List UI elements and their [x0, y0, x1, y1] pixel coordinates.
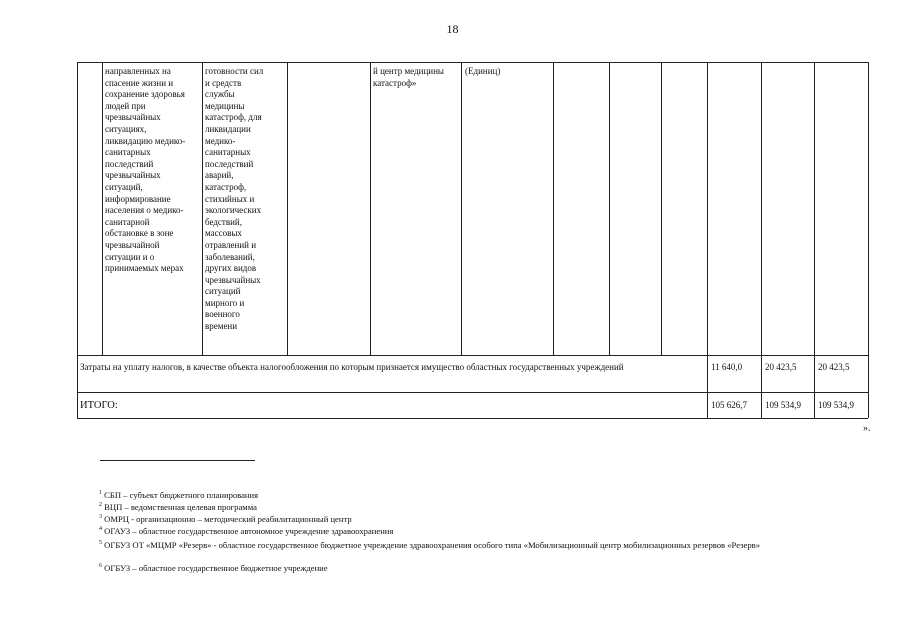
- cell-line: чрезвычайной: [105, 239, 160, 250]
- footnote-text: ОГБУЗ – областное государственное бюджетное учреждение: [104, 563, 328, 573]
- cell-line: других видов: [205, 263, 257, 274]
- cell-unit-text: [465, 66, 500, 78]
- cell-line: людей при: [105, 100, 146, 111]
- column-divider: [761, 62, 762, 418]
- cell-line: последствий: [205, 158, 254, 169]
- column-divider: [102, 62, 103, 355]
- footnote-number: 6: [99, 563, 102, 570]
- cell-line: направленных на: [105, 66, 171, 76]
- cell-line: мирного и: [205, 297, 245, 308]
- cell-line: катастроф»: [373, 77, 417, 88]
- cell-line: и средств: [205, 77, 242, 88]
- column-divider: [553, 62, 554, 355]
- cell-line: массовых: [205, 228, 242, 239]
- closing-quote-mark: ».: [863, 423, 871, 434]
- row-divider: [77, 355, 868, 356]
- page-number: 18: [446, 22, 459, 36]
- tax-row-value: 20 423,5: [765, 362, 797, 372]
- footnote-item: [99, 526, 393, 536]
- cell-line: катастроф,: [205, 181, 247, 192]
- footnote-item: [99, 502, 257, 512]
- cell-line: информирование: [105, 193, 171, 204]
- cell-line: чрезвычайных: [105, 170, 161, 181]
- cell-line: ситуаций: [205, 286, 241, 297]
- footnote-text: ОГАУЗ – областное государственное автономное учреждение здравоохранения: [104, 526, 394, 536]
- cell-line: катастроф, для: [205, 112, 262, 123]
- column-divider: [609, 62, 610, 355]
- footnote-text: ОГБУЗ ОТ «МЦМР «Резерв» - областное государственное бюджетное учреждение здравоохранения особого типа «Мобилизационный центр мобилизационных резервов «Резерв»: [104, 540, 761, 550]
- cell-line: медицины: [205, 100, 245, 111]
- footnote-item: [99, 563, 328, 573]
- cell-line: времени: [205, 321, 238, 332]
- cell-line: обстановке в зоне: [105, 228, 174, 239]
- footnote-text: ОМРЦ - организационно – методический реабилитационный центр: [104, 514, 352, 524]
- tax-row-value: 20 423,5: [818, 362, 850, 372]
- tax-row-label: Затраты на уплату налогов, в качестве объекта налогообложения по которым признается имущество областных государственных учреждений: [80, 362, 624, 372]
- cell-line: ситуации и о: [105, 251, 155, 262]
- cell-line: военного: [205, 309, 240, 320]
- total-row-value: 109 534,9: [818, 400, 854, 410]
- cell-line: спасение жизни и: [105, 77, 174, 88]
- cell-line: службы: [205, 89, 235, 100]
- column-divider: [461, 62, 462, 355]
- cell-line: отравлений и: [205, 239, 257, 250]
- total-row-value: 105 626,7: [711, 400, 747, 410]
- cell-line: санитарных: [205, 147, 251, 158]
- footnote-item: [62, 539, 873, 551]
- column-divider: [202, 62, 203, 355]
- footnote-item: [99, 514, 352, 524]
- footnote-item: [99, 490, 258, 500]
- cell-line: готовности сил: [205, 66, 264, 76]
- cell-line: экологических: [205, 205, 262, 216]
- footnote-text: СБП – субъект бюджетного планирования: [104, 490, 259, 500]
- cell-line: сохранение здоровья: [105, 89, 185, 100]
- tax-row-value: 11 640,0: [711, 362, 743, 372]
- cell-line: медико-: [205, 135, 236, 146]
- cell-line: ликвидацию медико-: [105, 135, 186, 146]
- column-divider: [370, 62, 371, 355]
- total-row-value: 109 534,9: [765, 400, 801, 410]
- cell-line: ситуациях,: [105, 123, 147, 134]
- cell-line: чрезвычайных: [105, 112, 161, 123]
- cell-line: санитарной: [105, 216, 150, 227]
- footnote-separator: [100, 460, 255, 461]
- table-top-border: [77, 62, 868, 63]
- column-divider: [661, 62, 662, 355]
- cell-line: ликвидации: [205, 123, 251, 134]
- cell-line: заболеваний,: [205, 251, 255, 262]
- cell-line: чрезвычайных: [205, 274, 261, 285]
- table-bottom-border: [77, 418, 868, 419]
- row-divider: [77, 392, 868, 393]
- cell-line: ситуаций,: [105, 181, 143, 192]
- footnote-number: 3: [99, 514, 102, 521]
- footnote-number: 4: [99, 526, 102, 533]
- total-row-label: ИТОГО:: [80, 400, 118, 411]
- cell-line: й центр медицины: [373, 66, 444, 76]
- footnote-number: 5: [99, 540, 102, 547]
- column-divider: [707, 62, 708, 418]
- column-divider: [77, 62, 78, 418]
- column-divider: [287, 62, 288, 355]
- cell-readiness-text: [205, 66, 263, 333]
- footnote-number: 2: [99, 502, 102, 509]
- cell-purpose-text: [105, 66, 185, 275]
- cell-line: принимаемых мерах: [105, 263, 184, 274]
- footnote-number: 1: [99, 490, 102, 497]
- cell-line: населения о медико-: [105, 205, 184, 216]
- footnote-text: ВЦП – ведомственная целевая программа: [104, 502, 257, 512]
- column-divider: [814, 62, 815, 418]
- cell-line: аварий,: [205, 170, 234, 181]
- cell-line: последствий: [105, 158, 154, 169]
- column-divider: [868, 62, 869, 418]
- cell-institution-text: [373, 66, 444, 89]
- cell-line: (Единиц): [465, 66, 501, 76]
- cell-line: санитарных: [105, 147, 151, 158]
- cell-line: стихийных и: [205, 193, 255, 204]
- cell-line: бедствий,: [205, 216, 242, 227]
